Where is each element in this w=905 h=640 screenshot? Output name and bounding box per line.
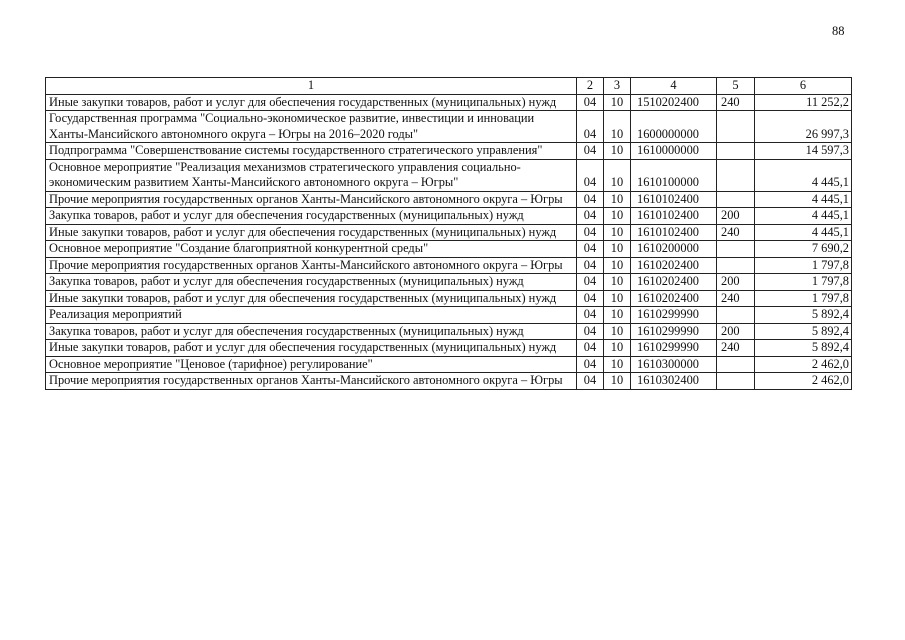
row-pr: 10 — [604, 307, 631, 324]
row-pr: 10 — [604, 274, 631, 291]
row-pr: 10 — [604, 143, 631, 160]
row-csr: 1610202400 — [631, 257, 717, 274]
table-row — [46, 340, 852, 357]
table-row — [46, 373, 852, 390]
row-name: Иные закупки товаров, работ и услуг для обеспечения государственных (муниципальных) нужд — [46, 340, 577, 357]
row-csr: 1610200000 — [631, 241, 717, 258]
row-name: Прочие мероприятия государственных органов Ханты-Мансийского автономного округа – Югры — [46, 373, 577, 390]
table-header-row — [46, 78, 852, 95]
table-row — [46, 241, 852, 258]
row-csr: 1610102400 — [631, 208, 717, 225]
row-vr — [717, 241, 755, 258]
row-sum: 1 797,8 — [755, 257, 852, 274]
table-row — [46, 143, 852, 160]
row-csr: 1610302400 — [631, 373, 717, 390]
row-rz: 04 — [577, 94, 604, 111]
row-rz: 04 — [577, 159, 604, 191]
row-sum: 4 445,1 — [755, 159, 852, 191]
row-rz: 04 — [577, 373, 604, 390]
row-pr: 10 — [604, 94, 631, 111]
row-vr — [717, 159, 755, 191]
table-row — [46, 323, 852, 340]
column-header-rz: 2 — [577, 78, 604, 95]
row-csr: 1610102400 — [631, 224, 717, 241]
row-name: Основное мероприятие "Реализация механизмов стратегического управления социально-экономическим развитием Ханты-Мансийского автономного округа – Югры" — [46, 159, 577, 191]
row-pr: 10 — [604, 224, 631, 241]
table-row — [46, 191, 852, 208]
row-csr: 1510202400 — [631, 94, 717, 111]
table-row — [46, 159, 852, 191]
row-csr: 1610000000 — [631, 143, 717, 160]
table-body — [46, 94, 852, 389]
row-pr: 10 — [604, 159, 631, 191]
row-vr: 200 — [717, 323, 755, 340]
row-csr: 1610300000 — [631, 356, 717, 373]
row-pr: 10 — [604, 323, 631, 340]
row-vr: 240 — [717, 224, 755, 241]
row-name: Закупка товаров, работ и услуг для обеспечения государственных (муниципальных) нужд — [46, 274, 577, 291]
row-sum: 4 445,1 — [755, 191, 852, 208]
row-rz: 04 — [577, 191, 604, 208]
row-sum: 5 892,4 — [755, 307, 852, 324]
row-sum: 1 797,8 — [755, 274, 852, 291]
row-rz: 04 — [577, 143, 604, 160]
row-vr — [717, 257, 755, 274]
row-rz: 04 — [577, 340, 604, 357]
row-vr: 240 — [717, 290, 755, 307]
row-rz: 04 — [577, 257, 604, 274]
row-pr: 10 — [604, 191, 631, 208]
row-csr: 1600000000 — [631, 111, 717, 143]
row-sum: 2 462,0 — [755, 373, 852, 390]
row-pr: 10 — [604, 257, 631, 274]
row-name: Государственная программа "Социально-экономическое развитие, инвестиции и инновации Ханты-Мансийского автономного округа – Югры на 2016–2020 годы" — [46, 111, 577, 143]
row-vr — [717, 307, 755, 324]
page-number: 88 — [832, 24, 845, 38]
row-pr: 10 — [604, 356, 631, 373]
row-rz: 04 — [577, 290, 604, 307]
row-name: Реализация мероприятий — [46, 307, 577, 324]
row-rz: 04 — [577, 307, 604, 324]
row-pr: 10 — [604, 373, 631, 390]
table-row — [46, 257, 852, 274]
table-row — [46, 208, 852, 225]
table-row — [46, 111, 852, 143]
row-pr: 10 — [604, 340, 631, 357]
row-name: Иные закупки товаров, работ и услуг для обеспечения государственных (муниципальных) нужд — [46, 224, 577, 241]
row-sum: 26 997,3 — [755, 111, 852, 143]
row-vr: 200 — [717, 208, 755, 225]
row-sum: 4 445,1 — [755, 224, 852, 241]
row-sum: 1 797,8 — [755, 290, 852, 307]
row-vr — [717, 356, 755, 373]
row-csr: 1610100000 — [631, 159, 717, 191]
row-rz: 04 — [577, 241, 604, 258]
row-vr — [717, 191, 755, 208]
table-row — [46, 274, 852, 291]
row-pr: 10 — [604, 111, 631, 143]
row-rz: 04 — [577, 274, 604, 291]
row-name: Иные закупки товаров, работ и услуг для обеспечения государственных (муниципальных) нужд — [46, 290, 577, 307]
table-row — [46, 307, 852, 324]
row-sum: 5 892,4 — [755, 323, 852, 340]
row-pr: 10 — [604, 290, 631, 307]
row-sum: 14 597,3 — [755, 143, 852, 160]
row-name: Прочие мероприятия государственных органов Ханты-Мансийского автономного округа – Югры — [46, 257, 577, 274]
row-csr: 1610202400 — [631, 274, 717, 291]
row-csr: 1610299990 — [631, 340, 717, 357]
row-name: Иные закупки товаров, работ и услуг для обеспечения государственных (муниципальных) нужд — [46, 94, 577, 111]
row-csr: 1610102400 — [631, 191, 717, 208]
row-vr: 240 — [717, 94, 755, 111]
table-row — [46, 94, 852, 111]
row-sum: 7 690,2 — [755, 241, 852, 258]
row-name: Подпрограмма "Совершенствование системы государственного стратегического управления" — [46, 143, 577, 160]
row-name: Закупка товаров, работ и услуг для обеспечения государственных (муниципальных) нужд — [46, 323, 577, 340]
column-header-name: 1 — [46, 78, 577, 95]
table-row — [46, 224, 852, 241]
row-csr: 1610202400 — [631, 290, 717, 307]
table-row — [46, 290, 852, 307]
table-row — [46, 356, 852, 373]
row-vr — [717, 143, 755, 160]
row-sum: 2 462,0 — [755, 356, 852, 373]
row-name: Основное мероприятие "Ценовое (тарифное) регулирование" — [46, 356, 577, 373]
row-vr: 200 — [717, 274, 755, 291]
budget-table — [45, 77, 852, 390]
row-rz: 04 — [577, 208, 604, 225]
column-header-pr: 3 — [604, 78, 631, 95]
column-header-vr: 5 — [717, 78, 755, 95]
row-sum: 5 892,4 — [755, 340, 852, 357]
row-rz: 04 — [577, 224, 604, 241]
column-header-csr: 4 — [631, 78, 717, 95]
row-pr: 10 — [604, 241, 631, 258]
row-name: Прочие мероприятия государственных органов Ханты-Мансийского автономного округа – Югры — [46, 191, 577, 208]
row-name: Основное мероприятие "Создание благоприятной конкурентной среды" — [46, 241, 577, 258]
row-rz: 04 — [577, 356, 604, 373]
row-vr: 240 — [717, 340, 755, 357]
row-sum: 4 445,1 — [755, 208, 852, 225]
row-vr — [717, 373, 755, 390]
column-header-sum: 6 — [755, 78, 852, 95]
row-rz: 04 — [577, 323, 604, 340]
row-sum: 11 252,2 — [755, 94, 852, 111]
row-vr — [717, 111, 755, 143]
row-name: Закупка товаров, работ и услуг для обеспечения государственных (муниципальных) нужд — [46, 208, 577, 225]
row-csr: 1610299990 — [631, 307, 717, 324]
row-pr: 10 — [604, 208, 631, 225]
row-csr: 1610299990 — [631, 323, 717, 340]
row-rz: 04 — [577, 111, 604, 143]
